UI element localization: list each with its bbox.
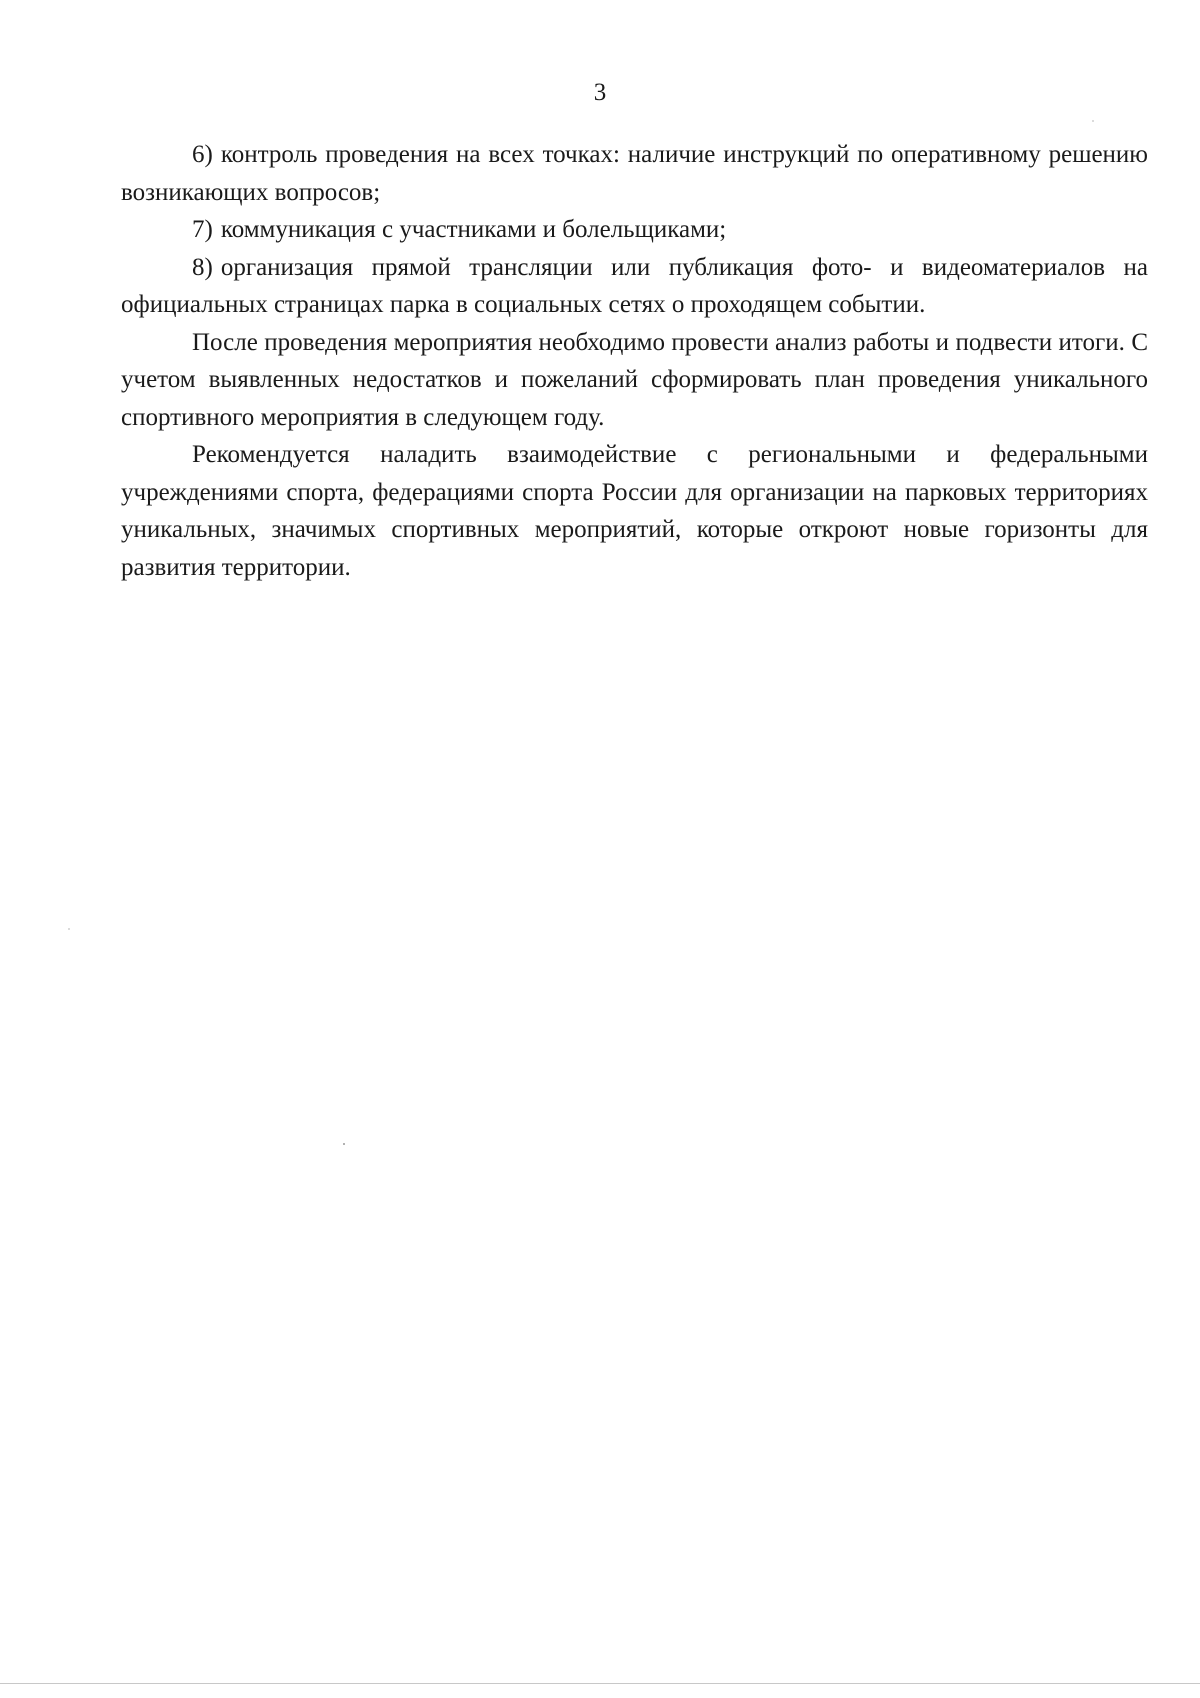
list-item-8: [121, 249, 1148, 324]
list-item-number: 7): [192, 216, 213, 243]
list-item-7: [121, 211, 1148, 249]
page-number: 3: [593, 79, 607, 106]
list-item-text: коммуникация с участниками и болельщиками;: [220, 216, 727, 243]
list-item-number: 6): [192, 141, 213, 168]
scan-speck: [68, 928, 70, 930]
document-body: [121, 136, 1148, 586]
scan-speck: [1092, 120, 1094, 122]
scan-edge-line: [0, 1683, 1200, 1684]
scan-speck: [343, 1143, 345, 1145]
list-item-text: контроль проведения на всех точках: наличие инструкций по оперативному решению возникающих вопросов;: [121, 141, 1148, 206]
paragraph-after-event: После проведения мероприятия необходимо провести анализ работы и подвести итоги. С учетом выявленных недостатков и пожеланий сформировать план проведения уникального спортивного мероприятия в следующем году.: [121, 328, 1148, 431]
paragraph-recommendation: Рекомендуется наладить взаимодействие с региональными и федеральными учреждениями спорта, федерациями спорта России для организации на парковых территориях уникальных, значимых спортивных мероприятий, которые откроют новые горизонты для развития территории.: [121, 441, 1148, 581]
list-item-number: 8): [192, 253, 213, 281]
list-item-text: организация прямой трансляции или публикация фото- и видеоматериалов на официальных страницах парка в социальных сетях о проходящем событии.: [121, 253, 1148, 318]
list-item-6: [121, 136, 1148, 211]
